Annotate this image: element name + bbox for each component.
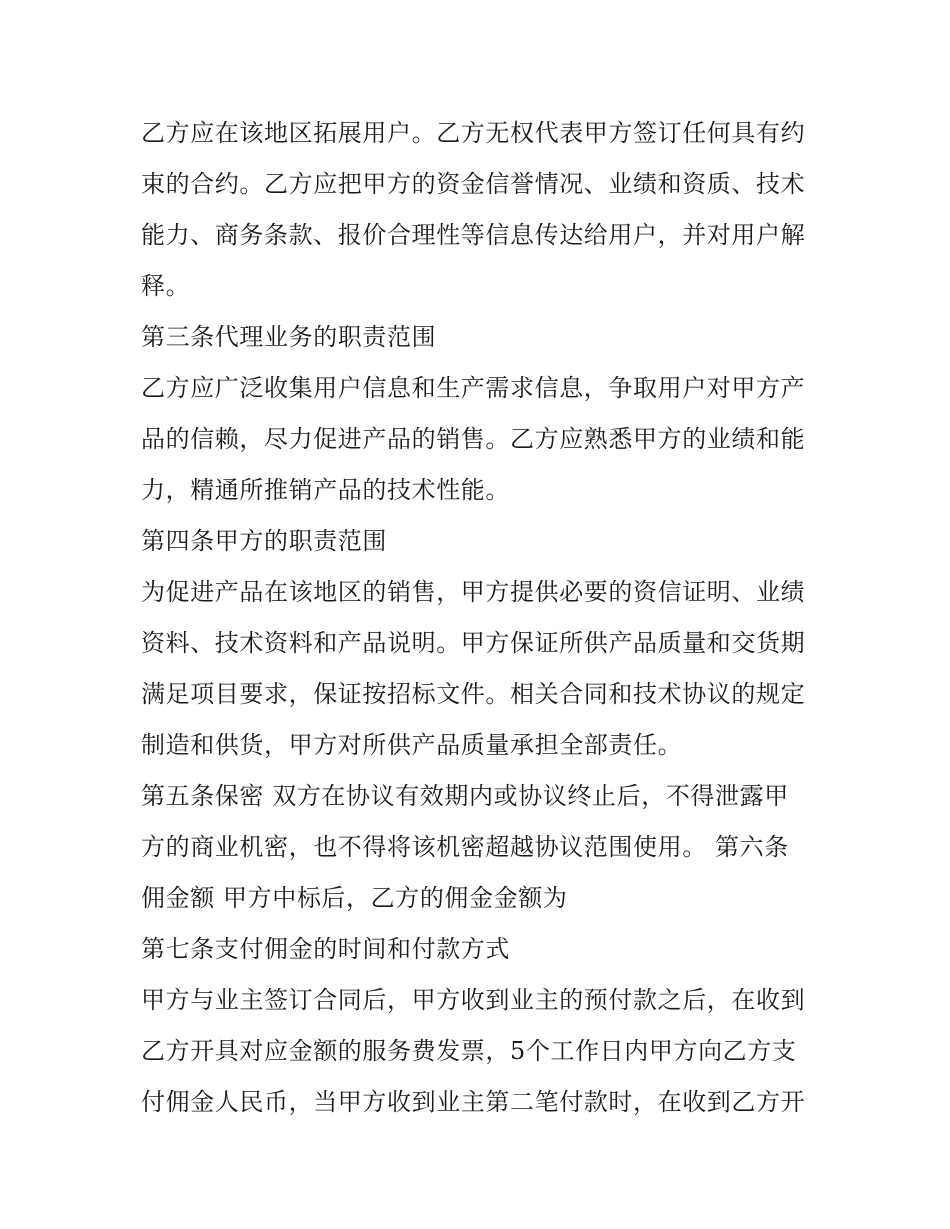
section-heading-article-3: 第三条代理业务的职责范围 bbox=[141, 323, 437, 351]
body-line: 乙方开具对应金额的服务费发票，5个工作日内甲方向乙方支 bbox=[141, 1037, 797, 1065]
body-line-article-5: 第五条保密 双方在协议有效期内或协议终止后，不得泄露甲 bbox=[141, 782, 789, 810]
body-line: 品的信赖，尽力促进产品的销售。乙方应熟悉甲方的业绩和能 bbox=[141, 425, 806, 453]
body-line: 能力、商务条款、报价合理性等信息传达给用户，并对用户解 bbox=[141, 221, 806, 249]
body-line: 付佣金人民币，当甲方收到业主第二笔付款时，在收到乙方开 bbox=[141, 1088, 806, 1116]
body-line: 乙方应在该地区拓展用户。乙方无权代表甲方签订任何具有约 bbox=[141, 119, 806, 147]
body-line: 甲方与业主签订合同后，甲方收到业主的预付款之后，在收到 bbox=[141, 986, 806, 1014]
body-line: 释。 bbox=[141, 272, 191, 300]
body-line: 资料、技术资料和产品说明。甲方保证所供产品质量和交货期 bbox=[141, 629, 806, 657]
document-body bbox=[141, 108, 821, 1128]
body-line: 束的合约。乙方应把甲方的资金信誉情况、业绩和资质、技术 bbox=[141, 170, 806, 198]
body-line: 为促进产品在该地区的销售，甲方提供必要的资信证明、业绩 bbox=[141, 578, 806, 606]
body-line: 力，精通所推销产品的技术性能。 bbox=[141, 476, 510, 504]
body-line: 方的商业机密，也不得将该机密超越协议范围使用。 第六条 bbox=[141, 833, 789, 861]
body-line: 制造和供货，甲方对所供产品质量承担全部责任。 bbox=[141, 731, 683, 759]
body-line: 佣金额 甲方中标后，乙方的佣金金额为 bbox=[141, 884, 568, 912]
section-heading-article-4: 第四条甲方的职责范围 bbox=[141, 527, 387, 555]
body-line: 乙方应广泛收集用户信息和生产需求信息，争取用户对甲方产 bbox=[141, 374, 806, 402]
body-line: 满足项目要求，保证按招标文件。相关合同和技术协议的规定 bbox=[141, 680, 806, 708]
section-heading-article-7: 第七条支付佣金的时间和付款方式 bbox=[141, 935, 510, 963]
